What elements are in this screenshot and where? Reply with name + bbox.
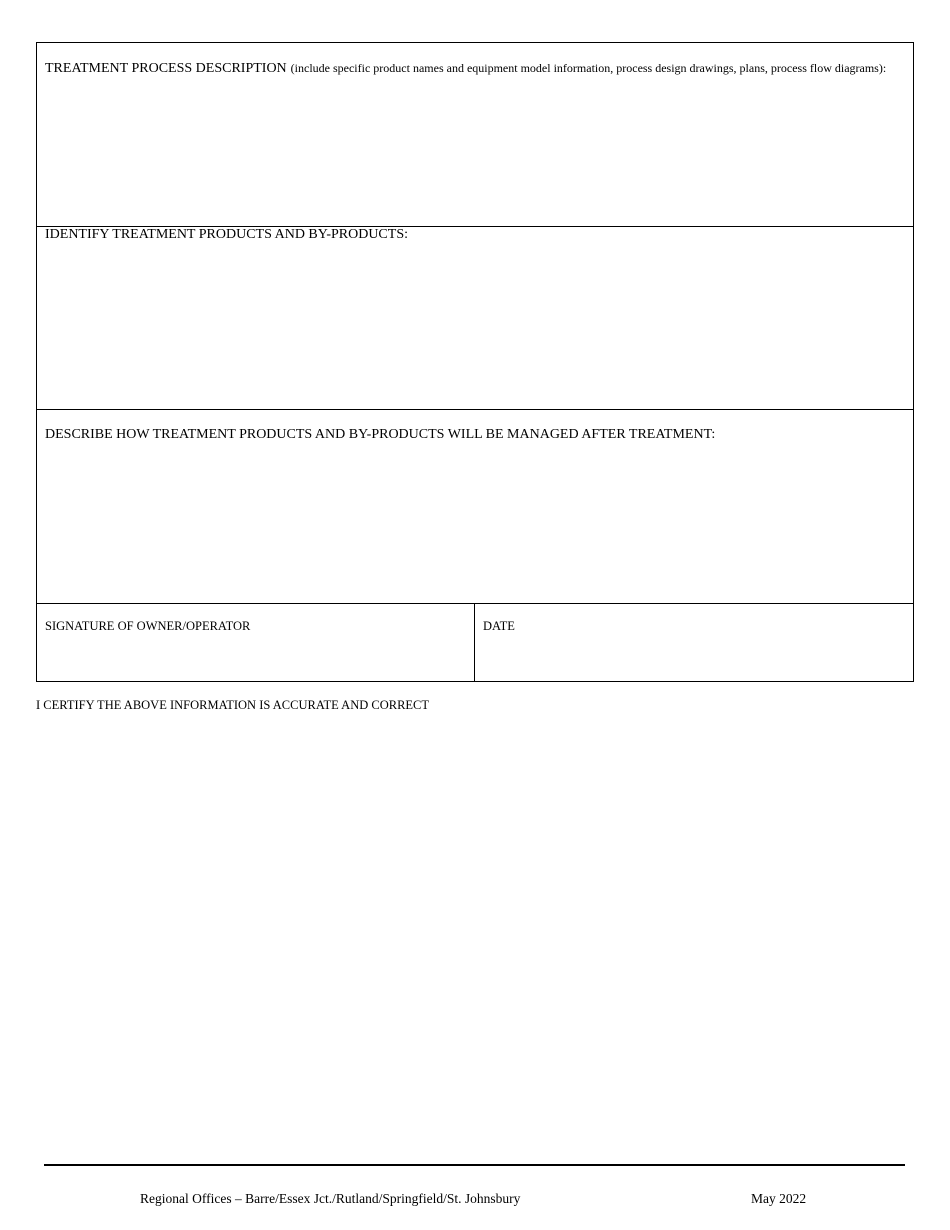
signature-field[interactable] (37, 604, 475, 682)
certification-statement: I CERTIFY THE ABOVE INFORMATION IS ACCURATE AND CORRECT (36, 698, 430, 712)
treatment-process-section[interactable] (37, 43, 913, 227)
footer-divider (44, 1164, 905, 1166)
footer-regional-offices: Regional Offices – Barre/Essex Jct./Rutland/Springfield/St. Johnsbury (140, 1191, 521, 1206)
signature-row (37, 604, 913, 682)
treatment-products-heading: IDENTIFY TREATMENT PRODUCTS AND BY-PRODUCTS: (45, 227, 409, 242)
footer-revision-date: May 2022 (751, 1191, 807, 1206)
application-form-table (36, 42, 914, 682)
date-label: DATE (483, 619, 515, 633)
products-management-heading: DESCRIBE HOW TREATMENT PRODUCTS AND BY-PRODUCTS WILL BE MANAGED AFTER TREATMENT: (45, 427, 716, 442)
treatment-process-note: (include specific product names and equipment model information, process design drawings, plans, process flow diagrams): (290, 61, 887, 75)
treatment-products-section[interactable] (37, 227, 913, 410)
treatment-process-heading: TREATMENT PROCESS DESCRIPTION (45, 61, 287, 76)
treatment-process-label (45, 61, 903, 76)
signature-label: SIGNATURE OF OWNER/OPERATOR (45, 619, 251, 633)
products-management-section[interactable] (37, 410, 913, 604)
date-field[interactable] (475, 604, 913, 682)
